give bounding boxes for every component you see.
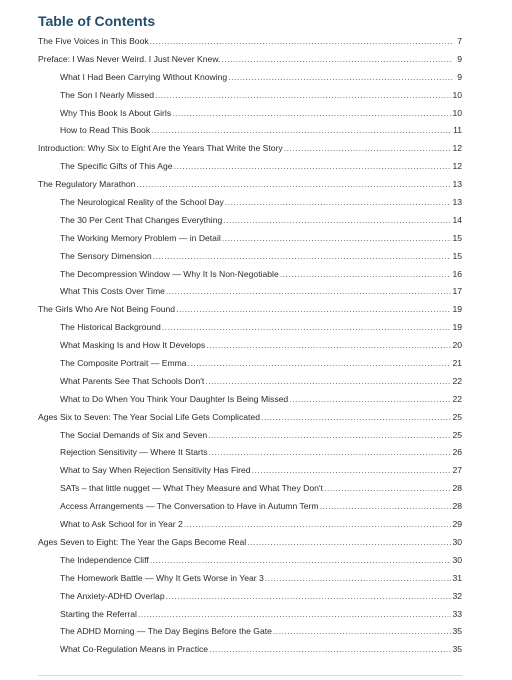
toc-entry-title: The Decompression Window — Why It Is Non-Negotiable bbox=[60, 268, 279, 279]
toc-entry-chapter[interactable] bbox=[38, 176, 462, 194]
toc-dot-leader bbox=[284, 140, 452, 158]
toc-entry-title: Starting the Referral bbox=[60, 608, 137, 619]
toc-entry-title: What Co-Regulation Means in Practice bbox=[60, 644, 209, 655]
toc-dot-leader bbox=[324, 480, 452, 498]
toc-entry-page-number: 13 bbox=[452, 179, 462, 190]
toc-entry-section[interactable] bbox=[38, 266, 462, 284]
toc-entry-section[interactable] bbox=[38, 623, 462, 641]
toc-entry-section[interactable] bbox=[38, 498, 462, 516]
toc-dot-leader bbox=[208, 427, 451, 445]
toc-entry-title: The ADHD Morning — The Day Begins Before the Gate bbox=[60, 626, 272, 637]
toc-entry-page-number: 17 bbox=[452, 286, 462, 297]
footer-divider bbox=[38, 675, 462, 676]
toc-entry-page-number: 16 bbox=[452, 268, 462, 279]
toc-entry-section[interactable] bbox=[38, 212, 462, 230]
toc-entry-page-number: 35 bbox=[452, 644, 462, 655]
toc-dot-leader bbox=[151, 122, 452, 140]
toc-entry-page-number: 13 bbox=[452, 197, 462, 208]
toc-entry-section[interactable] bbox=[38, 444, 462, 462]
toc-entry-section[interactable] bbox=[38, 462, 462, 480]
toc-entry-section[interactable] bbox=[38, 337, 462, 355]
toc-entry-title: What to Say When Rejection Sensitivity Has Fired bbox=[60, 465, 251, 476]
toc-entry-section[interactable] bbox=[38, 427, 462, 445]
toc-entry-page-number: 25 bbox=[452, 429, 462, 440]
toc-entry-section[interactable] bbox=[38, 87, 462, 105]
toc-entry-title: Ages Seven to Eight: The Year the Gaps Become Real bbox=[38, 536, 247, 547]
toc-dot-leader bbox=[150, 552, 452, 570]
toc-entry-chapter[interactable] bbox=[38, 51, 462, 69]
toc-entry-page-number: 11 bbox=[453, 125, 462, 136]
toc-dot-leader bbox=[280, 266, 452, 284]
toc-entry-page-number: 15 bbox=[452, 232, 462, 243]
toc-entry-title: The Girls Who Are Not Being Found bbox=[38, 304, 176, 315]
toc-dot-leader bbox=[172, 105, 451, 123]
toc-entry-page-number: 12 bbox=[452, 143, 462, 154]
toc-entry-title: Ages Six to Seven: The Year Social Life Gets Complicated bbox=[38, 411, 260, 422]
toc-entry-page-number: 32 bbox=[452, 590, 462, 601]
toc-entry-section[interactable] bbox=[38, 230, 462, 248]
toc-entry-title: What This Costs Over Time bbox=[60, 286, 165, 297]
toc-entry-page-number: 10 bbox=[452, 89, 462, 100]
toc-entry-title: The Working Memory Problem — in Detail bbox=[60, 232, 221, 243]
toc-entry-title: SATs – that little nugget — What They Measure and What They Don't bbox=[60, 483, 323, 494]
toc-dot-leader bbox=[222, 230, 452, 248]
toc-entry-section[interactable] bbox=[38, 516, 462, 534]
toc-entry-section[interactable] bbox=[38, 480, 462, 498]
toc-dot-leader bbox=[265, 570, 452, 588]
toc-dot-leader bbox=[205, 373, 451, 391]
toc-entry-title: The Neurological Reality of the School Day bbox=[60, 197, 224, 208]
toc-entry-section[interactable] bbox=[38, 588, 462, 606]
toc-entry-page-number: 33 bbox=[452, 608, 462, 619]
toc-entry-title: The Specific Gifts of This Age bbox=[60, 161, 173, 172]
toc-entry-title: The Anxiety-ADHD Overlap bbox=[60, 590, 165, 601]
toc-dot-leader bbox=[209, 641, 451, 659]
toc-entry-section[interactable] bbox=[38, 319, 462, 337]
toc-dot-leader bbox=[166, 283, 452, 301]
toc-list bbox=[38, 33, 462, 659]
toc-entry-title: Introduction: Why Six to Eight Are the Years That Write the Story bbox=[38, 143, 283, 154]
toc-entry-page-number: 7 bbox=[457, 36, 462, 46]
toc-entry-page-number: 14 bbox=[452, 214, 462, 225]
toc-entry-section[interactable] bbox=[38, 105, 462, 123]
toc-entry-title: The Independence Cliff bbox=[60, 554, 149, 565]
toc-entry-page-number: 12 bbox=[452, 161, 462, 172]
toc-entry-page-number: 30 bbox=[452, 536, 462, 547]
toc-entry-page-number: 25 bbox=[452, 411, 462, 422]
toc-entry-page-number: 10 bbox=[452, 107, 462, 118]
toc-entry-section[interactable] bbox=[38, 158, 462, 176]
toc-entry-page-number: 19 bbox=[452, 322, 462, 333]
toc-dot-leader bbox=[225, 194, 452, 212]
toc-dot-leader bbox=[261, 409, 451, 427]
toc-dot-leader bbox=[138, 606, 452, 624]
toc-dot-leader bbox=[273, 623, 452, 641]
toc-dot-leader bbox=[252, 462, 452, 480]
toc-dot-leader bbox=[320, 498, 452, 516]
toc-entry-section[interactable] bbox=[38, 552, 462, 570]
toc-entry-page-number: 30 bbox=[452, 554, 462, 565]
toc-entry-title: What Parents See That Schools Don't bbox=[60, 375, 205, 386]
toc-title: Table of Contents bbox=[38, 13, 156, 29]
toc-entry-section[interactable] bbox=[38, 570, 462, 588]
toc-entry-page-number: 20 bbox=[452, 340, 462, 351]
toc-entry-page-number: 26 bbox=[452, 447, 462, 458]
toc-dot-leader bbox=[206, 337, 451, 355]
toc-entry-title: Rejection Sensitivity — Where It Starts bbox=[60, 447, 208, 458]
toc-entry-title: The Regulatory Marathon bbox=[38, 179, 136, 190]
toc-entry-section[interactable] bbox=[38, 248, 462, 266]
toc-entry-chapter[interactable] bbox=[38, 534, 462, 552]
toc-entry-section[interactable] bbox=[38, 373, 462, 391]
toc-entry-title: How to Read This Book bbox=[60, 125, 151, 136]
toc-entry-section[interactable] bbox=[38, 606, 462, 624]
toc-entry-page-number: 9 bbox=[457, 53, 462, 64]
toc-entry-title: What to Ask School for in Year 2 bbox=[60, 519, 183, 530]
toc-entry-section[interactable] bbox=[38, 355, 462, 373]
toc-entry-title: What Masking Is and How It Develops bbox=[60, 340, 206, 351]
toc-entry-title: The Social Demands of Six and Seven bbox=[60, 429, 208, 440]
toc-dot-leader bbox=[162, 319, 452, 337]
toc-entry-page-number: 28 bbox=[452, 501, 462, 512]
toc-entry-chapter[interactable] bbox=[38, 33, 462, 51]
toc-entry-section[interactable] bbox=[38, 69, 462, 87]
toc-entry-page-number: 15 bbox=[452, 250, 462, 261]
toc-entry-page-number: 22 bbox=[452, 375, 462, 386]
toc-entry-title: The 30 Per Cent That Changes Everything bbox=[60, 214, 223, 225]
toc-entry-title: Why This Book Is About Girls bbox=[60, 107, 172, 118]
toc-entry-page-number: 19 bbox=[452, 304, 462, 315]
toc-entry-title: The Homework Battle — Why It Gets Worse in Year 3 bbox=[60, 572, 264, 583]
toc-entry-page-number: 35 bbox=[452, 626, 462, 637]
toc-entry-chapter[interactable] bbox=[38, 301, 462, 319]
toc-entry-section[interactable] bbox=[38, 194, 462, 212]
toc-dot-leader bbox=[228, 69, 453, 87]
toc-entry-title: The Son I Nearly Missed bbox=[60, 89, 155, 100]
toc-entry-page-number: 22 bbox=[452, 393, 462, 404]
toc-dot-leader bbox=[166, 588, 452, 606]
toc-dot-leader bbox=[150, 33, 453, 51]
toc-dot-leader bbox=[188, 355, 452, 373]
toc-entry-page-number: 28 bbox=[452, 483, 462, 494]
toc-entry-title: What I Had Been Carrying Without Knowing bbox=[60, 71, 228, 82]
toc-dot-leader bbox=[289, 391, 451, 409]
toc-dot-leader bbox=[221, 51, 453, 69]
toc-dot-leader bbox=[209, 444, 452, 462]
toc-dot-leader bbox=[174, 158, 452, 176]
toc-entry-page-number: 29 bbox=[452, 519, 462, 530]
toc-entry-section[interactable] bbox=[38, 122, 462, 140]
toc-entry-page-number: 27 bbox=[452, 465, 462, 476]
toc-dot-leader bbox=[136, 176, 451, 194]
toc-entry-section[interactable] bbox=[38, 283, 462, 301]
toc-entry-page-number: 31 bbox=[452, 572, 462, 583]
toc-entry-title: Preface: I Was Never Weird. I Just Never Knew. bbox=[38, 53, 221, 64]
toc-dot-leader bbox=[153, 248, 452, 266]
toc-dot-leader bbox=[223, 212, 451, 230]
toc-dot-leader bbox=[176, 301, 451, 319]
toc-entry-title: The Historical Background bbox=[60, 322, 161, 333]
toc-entry-title: The Five Voices in This Book bbox=[38, 36, 149, 46]
toc-entry-chapter[interactable] bbox=[38, 409, 462, 427]
toc-entry-section[interactable] bbox=[38, 641, 462, 659]
toc-entry-title: The Composite Portrait — Emma bbox=[60, 358, 187, 369]
toc-entry-title: The Sensory Dimension bbox=[60, 250, 152, 261]
toc-dot-leader bbox=[184, 516, 452, 534]
toc-entry-chapter[interactable] bbox=[38, 140, 462, 158]
toc-entry-title: Access Arrangements — The Conversation to Have in Autumn Term bbox=[60, 501, 319, 512]
toc-entry-page-number: 21 bbox=[452, 358, 462, 369]
toc-dot-leader bbox=[155, 87, 451, 105]
toc-dot-leader bbox=[247, 534, 451, 552]
toc-entry-page-number: 9 bbox=[457, 71, 462, 82]
toc-entry-title: What to Do When You Think Your Daughter Is Being Missed bbox=[60, 393, 289, 404]
toc-entry-section[interactable] bbox=[38, 391, 462, 409]
